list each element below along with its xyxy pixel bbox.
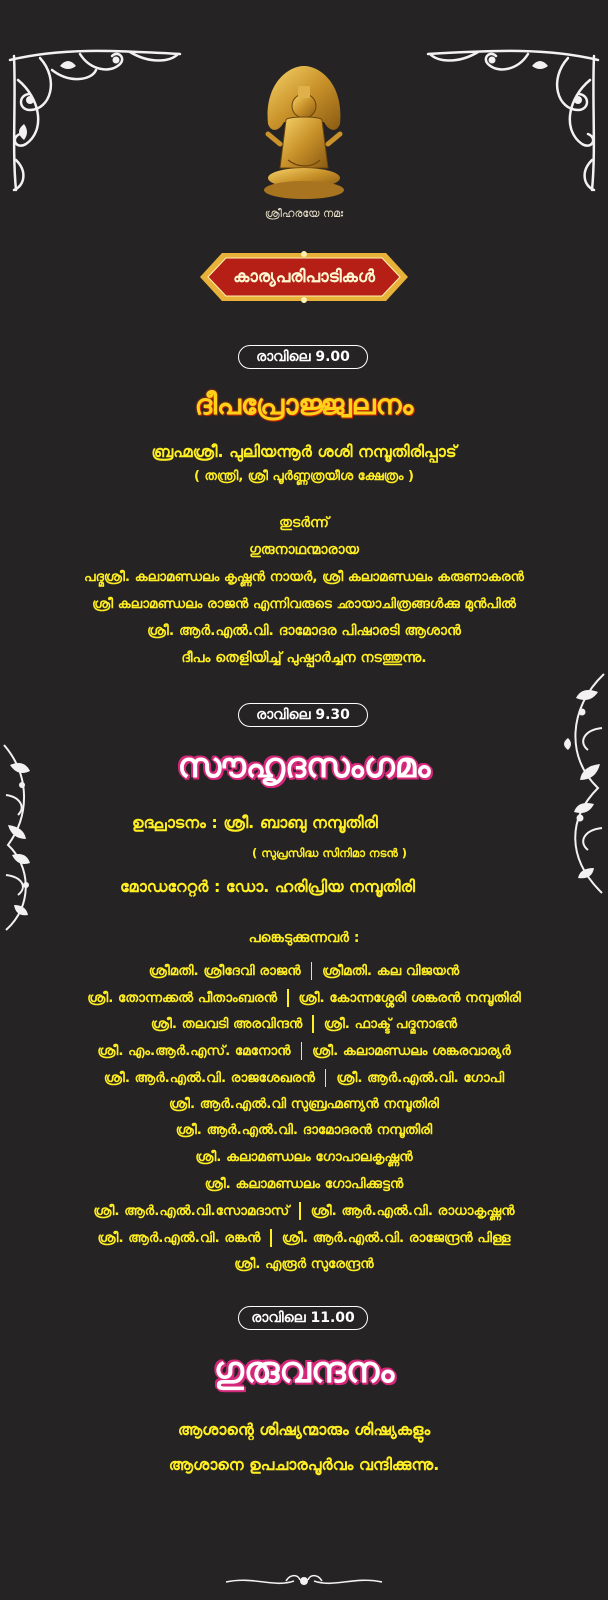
section1-line-6: ദീപം തെളിയിച്ച് പുഷ്പാർച്ചന നടത്തുന്നു. (181, 650, 427, 666)
salutation-text: ശ്രീഹരയേ നമഃ (264, 207, 344, 220)
participant-name: ശ്രീ. തോന്നക്കൽ പീതാംബരൻ (87, 990, 278, 1006)
name-separator (311, 962, 313, 980)
name-separator (270, 1229, 272, 1247)
section-title-sauhrudasangamam: സൗഹൃദസംഗമം (177, 746, 431, 786)
name-separator (299, 1202, 301, 1220)
participant-name: ശ്രീ. എരൂർ സുരേന്ദ്രൻ (234, 1256, 374, 1272)
section-title-deepaprojwalanam: ദീപപ്രോജ്ജ്വലനം (194, 388, 414, 421)
participant-name: ശ്രീ. കലാമണ്ഡലം ഗോപാലകൃഷ്ണൻ (195, 1149, 413, 1165)
section1-line-2: ഗുരുനാഥന്മാരായ (249, 542, 359, 558)
participant-row (0, 1096, 608, 1112)
participant-name: ശ്രീമതി. കല വിജയൻ (322, 963, 460, 979)
participant-name: ശ്രീ. ആർ.എൽ.വി. ദാമോദരൻ നമ്പൂതിരി (175, 1122, 433, 1138)
participant-row (0, 989, 608, 1007)
chief-guest-note: ( തന്ത്രി, ശ്രീ പൂർണ്ണത്രയീശ ക്ഷേത്രം ) (194, 469, 414, 484)
participant-name: ശ്രീ. ആർ.എൽ.വി. രാധാകൃഷ്ണൻ (310, 1203, 515, 1219)
name-separator (325, 1069, 327, 1087)
moderator-line: മോഡറേറ്റർ : ഡോ. ഹരിപ്രിയ നമ്പൂതിരി (120, 877, 415, 896)
participant-name: ശ്രീ. ആർ.എൽ.വി. രാജേന്ദ്രൻ പിള്ള (281, 1230, 511, 1246)
participant-row (0, 1229, 608, 1247)
participant-row (0, 962, 608, 980)
participant-row (0, 1042, 608, 1060)
participant-name: ശ്രീ. ഫാക്ട് പദ്മനാഭൻ (323, 1016, 458, 1032)
participant-name: ശ്രീ. ആർ.എൽ.വി.സോമദാസ് (93, 1203, 290, 1219)
chief-guest-name: ബ്രഹ്മശ്രീ. പുലിയന്നൂർ ശശി നമ്പൂതിരിപ്പാട് (151, 442, 457, 461)
section3-line-1: ആശാന്റെ ശിഷ്യന്മാരും ശിഷ്യകളും (177, 1420, 431, 1439)
participant-name: ശ്രീ. തലവടി അരവിന്ദൻ (150, 1016, 303, 1032)
section1-line-5: ശ്രീ. ആർ.എൽ.വി. ദാമോദര പിഷാരടി ആശാൻ (147, 623, 461, 639)
top-right-flourish-ornament (418, 40, 608, 200)
participant-row (0, 1176, 608, 1192)
section1-line-4: ശ്രീ കലാമണ്ഡലം രാജൻ എന്നിവരുടെ ഛായാചിത്രങ്ങൾക്കു മുൻപിൽ (92, 596, 516, 612)
banner-title: കാര്യപരിപാടികൾ (233, 267, 375, 287)
section-title-guruvandanam: ഗുരുവന്ദനം (213, 1350, 395, 1391)
bottom-divider-ornament (224, 1572, 384, 1590)
top-left-flourish-ornament (0, 40, 190, 200)
participant-name: ശ്രീ. കലാമണ്ഡലം ശങ്കരവാര്യർ (312, 1043, 511, 1059)
participant-row (0, 1202, 608, 1220)
participant-name: ശ്രീ. ആർ.എൽ.വി. രങ്കൻ (97, 1230, 261, 1246)
name-separator (287, 989, 289, 1007)
time-badge-1: രാവിലെ 9.00 (238, 345, 368, 369)
participant-name: ശ്രീ. എം.ആർ.എസ്. മേനോൻ (97, 1043, 291, 1059)
time-badge-2: രാവിലെ 9.30 (238, 703, 368, 727)
participant-name: ശ്രീ. ആർ.എൽ.വി. ഗോപി (336, 1070, 505, 1086)
participant-name: ശ്രീമതി. ശ്രീദേവി രാജൻ (148, 963, 301, 979)
participant-name: ശ്രീ. ആർ.എൽ.വി. രാജശേഖരൻ (103, 1070, 315, 1086)
section1-line-1: തുടർന്ന് (279, 515, 329, 531)
section1-line-3: പദ്മശ്രീ. കലാമണ്ഡലം കൃഷ്ണൻ നായർ, ശ്രീ കലാമണ്ഡലം കരുണാകരൻ (84, 569, 524, 585)
time-badge-3: രാവിലെ 11.00 (238, 1306, 368, 1330)
inauguration-note: ( സുപ്രസിദ്ധ സിനിമാ നടൻ ) (252, 846, 408, 860)
participant-row (0, 1122, 608, 1138)
section3-line-2: ആശാനെ ഉപചാരപൂർവം വന്ദിക്കുന്നു. (168, 1455, 440, 1474)
participants-label: പങ്കെടുക്കുന്നവർ : (248, 930, 360, 946)
deity-idol-image (258, 64, 350, 202)
participant-row (0, 1256, 608, 1272)
participant-row (0, 1149, 608, 1165)
participant-row (0, 1015, 608, 1033)
participant-name: ശ്രീ. കോന്നശ്ശേരി ശങ്കരൻ നമ്പൂതിരി (298, 990, 521, 1006)
participant-name: ശ്രീ. കലാമണ്ഡലം ഗോപിക്കുട്ടൻ (204, 1176, 404, 1192)
participant-name: ശ്രീ. ആർ.എൽ.വി സുബ്രഹ്മണ്യൻ നമ്പൂതിരി (168, 1096, 439, 1112)
inauguration-line: ഉദ്ഘാടനം : ശ്രീ. ബാബു നമ്പൂതിരി (132, 813, 378, 832)
name-separator (301, 1042, 303, 1060)
participant-row (0, 1069, 608, 1087)
name-separator (312, 1015, 314, 1033)
